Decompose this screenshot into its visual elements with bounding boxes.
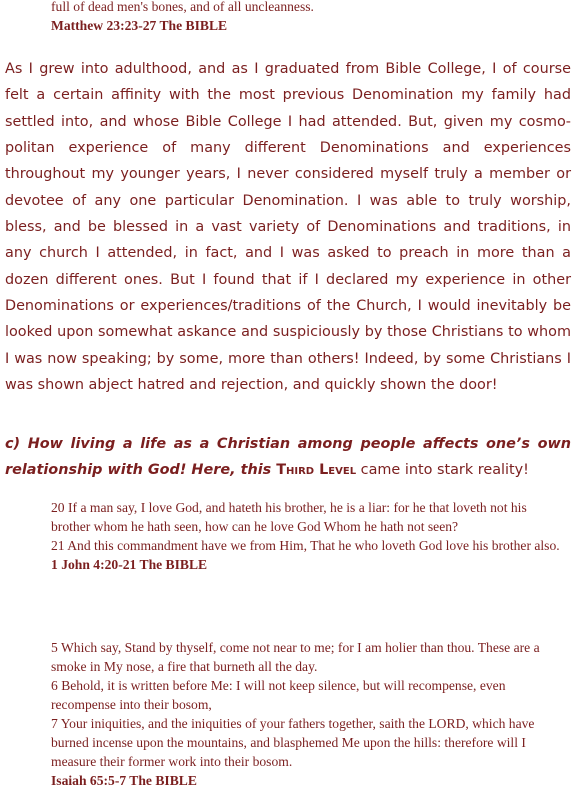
matthew-verse-tail: full of dead men's bones, and of all uncleanness. <box>51 0 314 14</box>
section-heading-tail: came into stark reality! <box>356 462 529 478</box>
prose-paragraph: As I grew into adulthood, and as I graduated from Bible College, I of course felt a certain affinity with the most previous Denomination my family had settled into, and whose Bible College I had attended. But, given my cosmopolitan experience of many different Denominations and experiences throughout my younger years, I never considered myself truly a member or devotee of any one particular Denomination. I was able to truly worship, bless, and be blessed in a vast variety of Denominations and traditions, in any church I attended, in fact, and I was asked to preach in more than a dozen different ones. But I found that if I declared my experience in other Denominations or experiences/traditions of the Church, I would inevitably be looked upon somewhat askance and suspiciously by those Christians to whom I was now speaking; by some, more than others! Indeed, by some Christians I was shown abject hatred and rejection, and quickly shown the door! <box>5 61 571 394</box>
john-reference: 1 John 4:20-21 The BIBLE <box>51 557 208 572</box>
john-passage <box>51 498 567 574</box>
section-heading-lead: c) How living a life as a Christian among people affects one’s own relationship with God! Here, this <box>5 436 571 478</box>
isaiah-passage <box>51 638 567 790</box>
isaiah-verse-5: 5 Which say, Stand by thyself, come not near to me; for I am holier than thou. These are a smoke in My nose, a fire that burneth all the day. <box>51 640 540 674</box>
matthew-passage <box>51 0 567 35</box>
matthew-reference: Matthew 23:23-27 The BIBLE <box>51 18 228 33</box>
isaiah-reference: Isaiah 65:5-7 The BIBLE <box>51 773 197 788</box>
john-verse-21: 21 And this commandment have we from Him, That he who loveth God love his brother also. <box>51 538 560 553</box>
section-heading-level: Third Level <box>276 462 357 478</box>
isaiah-verse-6: 6 Behold, it is written before Me: I will not keep silence, but will recompense, even recompense into their bosom, <box>51 678 506 712</box>
section-heading <box>5 431 571 483</box>
john-verse-20: 20 If a man say, I love God, and hateth his brother, he is a liar: for he that loveth not his brother whom he hath seen, how can he love God Whom he hath not seen? <box>51 500 527 534</box>
isaiah-verse-7: 7 Your iniquities, and the iniquities of your fathers together, saith the LORD, which have burned incense upon the mountains, and blasphemed Me upon the hills: therefore will I measure their former work into their bosom. <box>51 716 535 769</box>
